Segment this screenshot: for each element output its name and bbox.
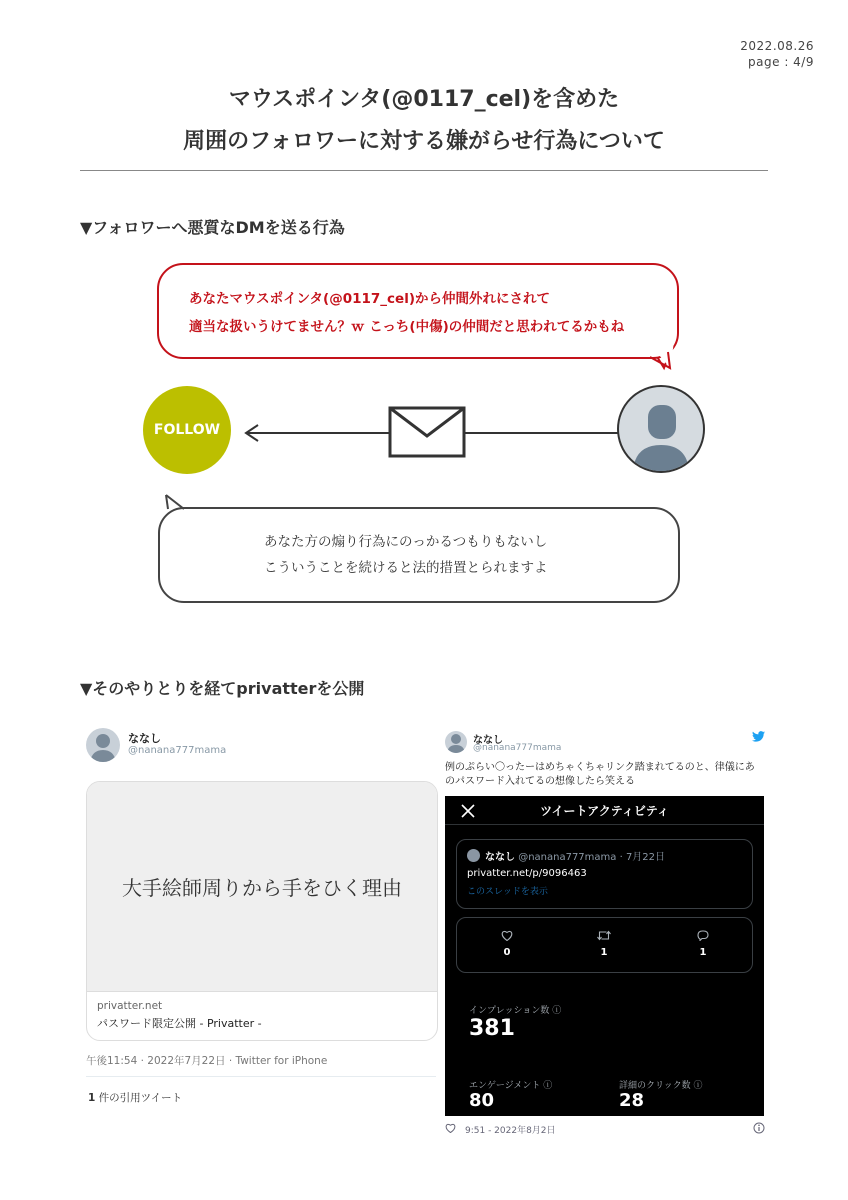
card-title: パスワード限定公開 - Privatter - bbox=[97, 1017, 262, 1030]
replies-count: 1 bbox=[699, 947, 707, 958]
document-date: 2022.08.26 bbox=[740, 39, 814, 53]
dm-arrow-diagram bbox=[236, 400, 620, 466]
activity-stats-box bbox=[456, 917, 753, 973]
right-tweet-name: ななし bbox=[473, 735, 503, 746]
right-tweet-body: 例のぷらい〇ったーはめちゃくちゃリンク踏まれてるのと、律儀にあのパスワード入れてるの想像したら笑える bbox=[445, 762, 755, 787]
activity-header: ツイートアクティビティ bbox=[540, 804, 669, 818]
section-heading-privatter: ▼そのやりとりを経てprivatterを公開 bbox=[80, 679, 365, 698]
page-meta bbox=[740, 38, 814, 70]
reply-speech-bubble bbox=[158, 507, 680, 603]
engagements-label: エンゲージメント ⓘ bbox=[469, 1081, 553, 1091]
impressions-value: 381 bbox=[469, 1016, 515, 1041]
follow-badge: FOLLOW bbox=[143, 386, 231, 474]
left-tweet-timestamp: 午後11:54 · 2022年7月22日 · Twitter for iPhone bbox=[86, 1055, 328, 1067]
tweet-activity-panel bbox=[445, 796, 764, 1116]
privatter-link-card[interactable] bbox=[86, 781, 438, 1041]
activity-tweet-box[interactable] bbox=[456, 839, 753, 909]
likes-count: 0 bbox=[503, 947, 511, 958]
activity-avatar-icon bbox=[467, 849, 480, 862]
retweets-count: 1 bbox=[600, 947, 608, 958]
dm-line-1: あなたマウスポインタ(@0117_cel)から仲間外れにされて bbox=[189, 291, 551, 307]
grey-bubble-tail bbox=[160, 493, 200, 513]
activity-divider bbox=[445, 824, 764, 825]
right-tweet-timestamp: 9:51 - 2022年8月2日 bbox=[465, 1126, 556, 1136]
page-number: page : 4/9 bbox=[748, 55, 814, 69]
activity-name: ななし bbox=[485, 852, 515, 863]
clicks-label: 詳細のクリック数 ⓘ bbox=[619, 1081, 703, 1091]
quote-label: 件の引用ツイート bbox=[98, 1092, 183, 1104]
heart-icon bbox=[501, 930, 513, 941]
right-tweet-avatar-icon bbox=[445, 731, 467, 753]
title-line-1: マウスポインタ(@0117_cel)を含めた bbox=[228, 87, 620, 112]
show-thread-link[interactable]: このスレッドを表示 bbox=[467, 887, 548, 897]
info-icon[interactable] bbox=[753, 1122, 765, 1134]
twitter-bird-icon bbox=[752, 731, 765, 742]
impressions-label: インプレッション数 ⓘ bbox=[469, 1006, 562, 1016]
title-line-2: 周囲のフォロワーに対する嫌がらせ行為について bbox=[183, 129, 665, 154]
reply-line-1: あなた方の煽り行為にのっかるつもりもないし bbox=[264, 534, 548, 550]
section-heading-dm: ▼フォロワーへ悪質なDMを送る行為 bbox=[80, 218, 345, 237]
left-tweet-handle: @nanana777mama bbox=[128, 745, 227, 756]
left-tweet-avatar-icon bbox=[86, 728, 120, 762]
card-domain: privatter.net bbox=[97, 1000, 163, 1012]
engagements-value: 80 bbox=[469, 1090, 495, 1111]
mail-icon bbox=[390, 408, 464, 456]
left-tweet-name: ななし bbox=[128, 732, 161, 745]
right-tweet-handle: @nanana777mama bbox=[473, 743, 562, 753]
red-bubble-tail-front bbox=[640, 340, 688, 376]
title-divider bbox=[80, 170, 768, 171]
reply-icon bbox=[697, 930, 709, 941]
dm-line-2: 適当な扱いうけてません？ｗ こっち(中傷)の仲間だと思われてるかもね bbox=[189, 319, 625, 335]
dm-speech-bubble bbox=[157, 263, 679, 359]
retweet-icon bbox=[597, 930, 611, 941]
tweet-divider bbox=[86, 1076, 436, 1077]
quote-tweets-link[interactable] bbox=[88, 1090, 182, 1105]
quote-count: 1 bbox=[88, 1092, 96, 1104]
activity-meta: @nanana777mama · 7月22日 bbox=[518, 852, 666, 863]
reply-line-2: こういうことを続けると法的措置とられますよ bbox=[264, 560, 548, 576]
clicks-value: 28 bbox=[619, 1090, 645, 1111]
activity-link[interactable]: privatter.net/p/9096463 bbox=[467, 868, 587, 879]
sender-avatar-icon bbox=[617, 385, 705, 473]
card-image: 大手絵師周りから手をひく理由 bbox=[87, 782, 437, 992]
footer-heart-icon[interactable] bbox=[445, 1123, 456, 1133]
